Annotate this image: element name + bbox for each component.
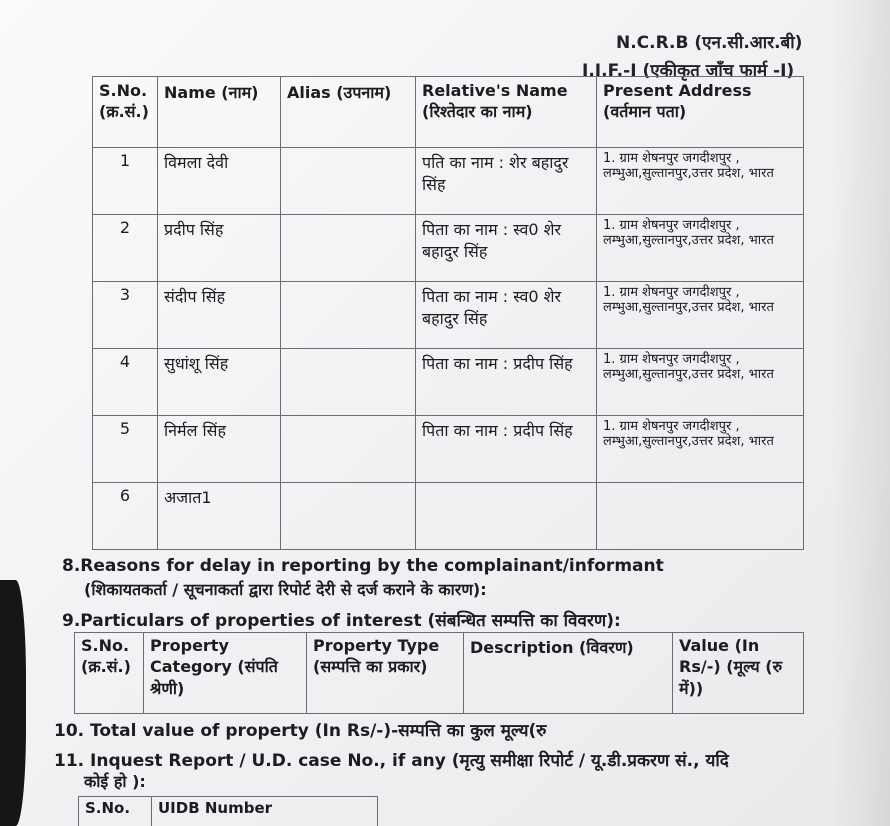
row-sno: 6 xyxy=(93,483,158,550)
row-alias xyxy=(281,148,416,215)
col-alias: Alias (उपनाम) xyxy=(281,77,416,148)
header-iif: I.I.F.-I (एकीकृत जाँच फार्म -I) xyxy=(582,61,795,81)
col-address: Present Address (वर्तमान पता) xyxy=(597,77,804,148)
row-alias xyxy=(281,416,416,483)
page-shadow xyxy=(830,0,890,826)
table-row xyxy=(93,148,804,215)
row-name: अजात1 xyxy=(158,483,281,550)
row-sno: 5 xyxy=(93,416,158,483)
uidb-col-sno: S.No. xyxy=(79,797,152,826)
row-alias xyxy=(281,215,416,282)
table-row xyxy=(93,215,804,282)
accused-table xyxy=(92,76,804,550)
row-address xyxy=(597,483,804,550)
col-sno: S.No. (क्र.सं.) xyxy=(93,77,158,148)
section-11-subtitle: कोई हो ): xyxy=(84,772,146,791)
row-sno: 3 xyxy=(93,282,158,349)
section-11-title: 11. Inquest Report / U.D. case No., if any (मृत्यु समीक्षा रिपोर्ट / यू.डी.प्रकरण सं., यदि xyxy=(54,751,729,771)
col-relative: Relative's Name (रिश्तेदार का नाम) xyxy=(416,77,597,148)
row-name: निर्मल सिंह xyxy=(158,416,281,483)
section-9-title: 9.Particulars of properties of interest (संबन्धित सम्पत्ति का विवरण): xyxy=(62,611,621,631)
prop-col-sno: S.No. (क्र.सं.) xyxy=(75,633,144,714)
table-header-row xyxy=(93,77,804,148)
prop-col-value: Value (In Rs/-) (मूल्य (रु में)) xyxy=(673,633,804,714)
section-8-title: 8.Reasons for delay in reporting by the complainant/informant xyxy=(62,556,664,576)
row-relative: पिता का नाम : स्व0 शेर बहादुर सिंह xyxy=(416,215,597,282)
row-relative: पति का नाम : शेर बहादुर सिंह xyxy=(416,148,597,215)
uidb-col-number: UIDB Number xyxy=(152,797,378,826)
prop-col-type: Property Type (सम्पत्ति का प्रकार) xyxy=(307,633,464,714)
row-sno: 4 xyxy=(93,349,158,416)
row-alias xyxy=(281,282,416,349)
row-address: 1. ग्राम शेषनपुर जगदीशपुर , लम्भुआ,सुल्तानपुर,उत्तर प्रदेश, भारत xyxy=(597,148,804,215)
row-relative: पिता का नाम : प्रदीप सिंह xyxy=(416,349,597,416)
table-row xyxy=(93,349,804,416)
property-table xyxy=(74,632,804,714)
row-address: 1. ग्राम शेषनपुर जगदीशपुर , लम्भुआ,सुल्तानपुर,उत्तर प्रदेश, भारत xyxy=(597,416,804,483)
col-name: Name (नाम) xyxy=(158,77,281,148)
row-alias xyxy=(281,483,416,550)
row-relative: पिता का नाम : स्व0 शेर बहादुर सिंह xyxy=(416,282,597,349)
row-name: सुधांशू सिंह xyxy=(158,349,281,416)
table-row xyxy=(93,483,804,550)
row-address: 1. ग्राम शेषनपुर जगदीशपुर , लम्भुआ,सुल्तानपुर,उत्तर प्रदेश, भारत xyxy=(597,215,804,282)
property-header-row xyxy=(75,633,804,714)
header-ncrb: N.C.R.B (एन.सी.आर.बी) xyxy=(616,33,803,53)
row-name: विमला देवी xyxy=(158,148,281,215)
row-address: 1. ग्राम शेषनपुर जगदीशपुर , लम्भुआ,सुल्तानपुर,उत्तर प्रदेश, भारत xyxy=(597,282,804,349)
row-address: 1. ग्राम शेषनपुर जगदीशपुर , लम्भुआ,सुल्तानपुर,उत्तर प्रदेश, भारत xyxy=(597,349,804,416)
table-row xyxy=(93,282,804,349)
row-name: संदीप सिंह xyxy=(158,282,281,349)
table-row xyxy=(93,416,804,483)
row-sno: 2 xyxy=(93,215,158,282)
row-alias xyxy=(281,349,416,416)
section-8-subtitle: (शिकायतकर्ता / सूचनाकर्ता द्वारा रिपोर्ट देरी से दर्ज कराने के कारण): xyxy=(84,580,487,599)
uidb-table xyxy=(78,796,378,826)
row-name: प्रदीप सिंह xyxy=(158,215,281,282)
row-sno: 1 xyxy=(93,148,158,215)
finger-shadow xyxy=(0,580,26,826)
uidb-header-row xyxy=(79,797,378,826)
section-10-title: 10. Total value of property (In Rs/-)-सम्पत्ति का कुल मूल्य(रु xyxy=(54,721,547,741)
row-relative xyxy=(416,483,597,550)
row-relative: पिता का नाम : प्रदीप सिंह xyxy=(416,416,597,483)
prop-col-description: Description (विवरण) xyxy=(464,633,673,714)
prop-col-category: Property Category (संपति श्रेणी) xyxy=(144,633,307,714)
